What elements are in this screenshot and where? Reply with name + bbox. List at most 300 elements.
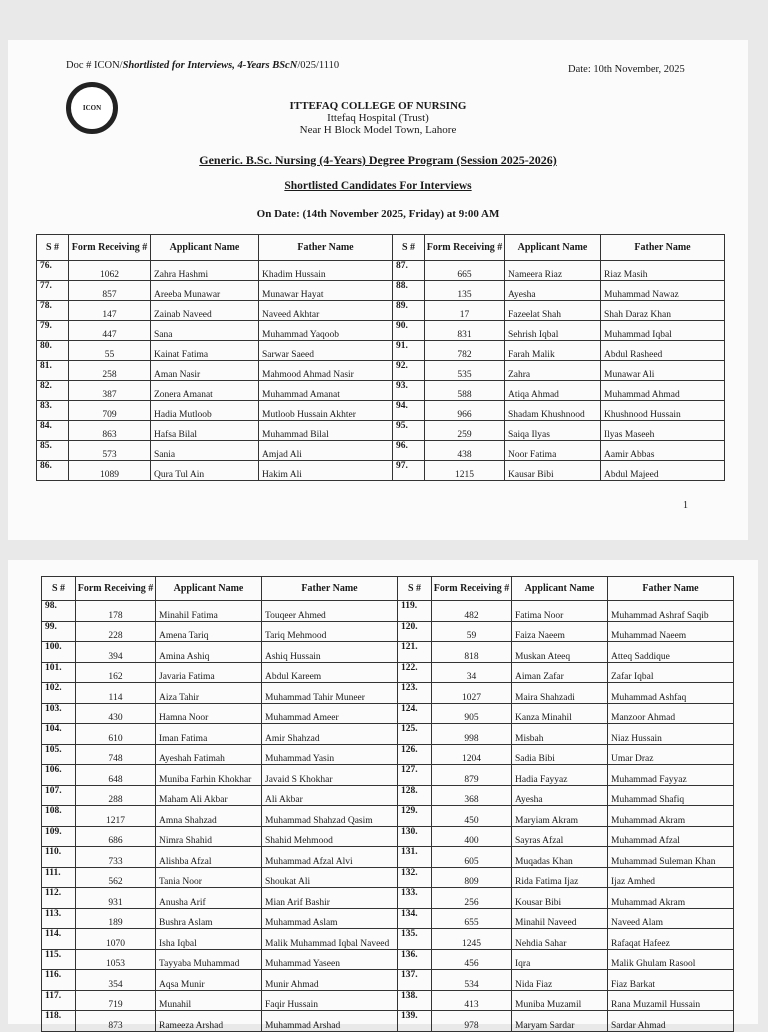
applicant-name: Isha Iqbal — [156, 929, 262, 950]
applicant-name: Zainab Naveed — [151, 301, 259, 321]
applicant-name: Aqsa Munir — [156, 970, 262, 991]
serial-number: 133. — [398, 888, 432, 909]
father-name: Riaz Masih — [601, 261, 725, 281]
serial-number: 116. — [42, 970, 76, 991]
father-name: Munir Ahmad — [262, 970, 398, 991]
applicant-name: Ayesha — [512, 785, 608, 806]
father-name: Zafar Iqbal — [608, 662, 734, 683]
form-number: 686 — [76, 826, 156, 847]
applicant-name: Muqadas Khan — [512, 847, 608, 868]
applicant-name: Maira Shahzadi — [512, 683, 608, 704]
document-date: Date: 10th November, 2025 — [568, 64, 685, 75]
form-number: 17 — [425, 301, 505, 321]
father-name: Mian Arif Bashir — [262, 888, 398, 909]
serial-number: 111. — [42, 867, 76, 888]
column-header: Form Receiving # — [76, 577, 156, 601]
serial-number: 127. — [398, 765, 432, 786]
form-number: 189 — [76, 908, 156, 929]
applicant-name: Faiza Naeem — [512, 621, 608, 642]
form-number: 809 — [432, 867, 512, 888]
applicant-name: Fatima Noor — [512, 601, 608, 622]
form-number: 288 — [76, 785, 156, 806]
serial-number: 100. — [42, 642, 76, 663]
form-number: 256 — [432, 888, 512, 909]
applicant-name: Maryiam Akram — [512, 806, 608, 827]
college-name: ITTEFAQ COLLEGE OF NURSING — [289, 100, 467, 112]
applicant-name: Javaria Fatima — [156, 662, 262, 683]
father-name: Niaz Hussain — [608, 724, 734, 745]
form-number: 178 — [76, 601, 156, 622]
form-number: 782 — [425, 341, 505, 361]
serial-number: 87. — [393, 261, 425, 281]
form-number: 879 — [432, 765, 512, 786]
father-name: Muhammad Yaqoob — [259, 321, 393, 341]
serial-number: 130. — [398, 826, 432, 847]
serial-number: 118. — [42, 1011, 76, 1032]
father-name: Aamir Abbas — [601, 441, 725, 461]
father-name: Muhammad Shahzad Qasim — [262, 806, 398, 827]
applicant-name: Ayesha — [505, 281, 601, 301]
column-header: Father Name — [601, 235, 725, 261]
form-number: 863 — [69, 421, 151, 441]
form-number: 438 — [425, 441, 505, 461]
form-number: 387 — [69, 381, 151, 401]
father-name: Khushnood Hussain — [601, 401, 725, 421]
table-row — [42, 703, 734, 724]
serial-number: 109. — [42, 826, 76, 847]
father-name: Muhammad Suleman Khan — [608, 847, 734, 868]
applicant-name: Amina Ashiq — [156, 642, 262, 663]
father-name: Atteq Saddique — [608, 642, 734, 663]
column-header: S # — [37, 235, 69, 261]
form-number: 588 — [425, 381, 505, 401]
column-header: Form Receiving # — [425, 235, 505, 261]
father-name: Muhammad Ameer — [262, 703, 398, 724]
father-name: Muhammad Afzal — [608, 826, 734, 847]
serial-number: 93. — [393, 381, 425, 401]
applicant-name: Maham Ali Akbar — [156, 785, 262, 806]
father-name: Muhammad Tahir Muneer — [262, 683, 398, 704]
applicant-name: Munahil — [156, 990, 262, 1011]
column-header: S # — [398, 577, 432, 601]
serial-number: 115. — [42, 949, 76, 970]
form-number: 610 — [76, 724, 156, 745]
applicant-name: Sayras Afzal — [512, 826, 608, 847]
father-name: Muhammad Afzal Alvi — [262, 847, 398, 868]
father-name: Tariq Mehmood — [262, 621, 398, 642]
serial-number: 138. — [398, 990, 432, 1011]
father-name: Muhammad Naeem — [608, 621, 734, 642]
table-row — [42, 744, 734, 765]
applicant-name: Zonera Amanat — [151, 381, 259, 401]
serial-number: 129. — [398, 806, 432, 827]
table-row — [42, 929, 734, 950]
form-number: 394 — [76, 642, 156, 663]
column-header: Applicant Name — [505, 235, 601, 261]
father-name: Muhammad Arshad — [262, 1011, 398, 1032]
father-name: Rafaqat Hafeez — [608, 929, 734, 950]
father-name: Muhammad Bilal — [259, 421, 393, 441]
form-number: 147 — [69, 301, 151, 321]
applicant-name: Muniba Muzamil — [512, 990, 608, 1011]
serial-number: 103. — [42, 703, 76, 724]
applicant-name: Sana — [151, 321, 259, 341]
serial-number: 135. — [398, 929, 432, 950]
father-name: Abdul Rasheed — [601, 341, 725, 361]
applicant-name: Nehdia Sahar — [512, 929, 608, 950]
form-number: 1245 — [432, 929, 512, 950]
father-name: Rana Muzamil Hussain — [608, 990, 734, 1011]
serial-number: 114. — [42, 929, 76, 950]
father-name: Umar Draz — [608, 744, 734, 765]
serial-number: 80. — [37, 341, 69, 361]
form-number: 1070 — [76, 929, 156, 950]
table-row — [42, 662, 734, 683]
serial-number: 86. — [37, 461, 69, 481]
applicant-name: Kousar Bibi — [512, 888, 608, 909]
form-number: 535 — [425, 361, 505, 381]
father-name: Muhammad Yaseen — [262, 949, 398, 970]
applicant-name: Hadia Mutloob — [151, 401, 259, 421]
serial-number: 101. — [42, 662, 76, 683]
serial-number: 128. — [398, 785, 432, 806]
form-number: 733 — [76, 847, 156, 868]
form-number: 447 — [69, 321, 151, 341]
table-row — [42, 765, 734, 786]
serial-number: 98. — [42, 601, 76, 622]
applicant-name: Hafsa Bilal — [151, 421, 259, 441]
column-header: Applicant Name — [151, 235, 259, 261]
father-name: Shah Daraz Khan — [601, 301, 725, 321]
table-row — [42, 642, 734, 663]
form-number: 1027 — [432, 683, 512, 704]
father-name: Malik Ghulam Rasool — [608, 949, 734, 970]
table-header-row — [42, 577, 734, 601]
form-number: 1217 — [76, 806, 156, 827]
applicant-name: Hadia Fayyaz — [512, 765, 608, 786]
column-header: Father Name — [262, 577, 398, 601]
applicant-name: Tania Noor — [156, 867, 262, 888]
table-row — [37, 441, 725, 461]
father-name: Javaid S Khokhar — [262, 765, 398, 786]
applicant-name: Hamna Noor — [156, 703, 262, 724]
serial-number: 89. — [393, 301, 425, 321]
applicant-name: Amna Shahzad — [156, 806, 262, 827]
form-number: 354 — [76, 970, 156, 991]
form-number: 59 — [432, 621, 512, 642]
applicant-name: Kausar Bibi — [505, 461, 601, 481]
program-title: Generic. B.Sc. Nursing (4-Years) Degree Program (Session 2025-2026) — [199, 153, 557, 167]
form-number: 482 — [432, 601, 512, 622]
column-header: Applicant Name — [156, 577, 262, 601]
serial-number: 94. — [393, 401, 425, 421]
serial-number: 132. — [398, 867, 432, 888]
column-header: Form Receiving # — [69, 235, 151, 261]
form-number: 931 — [76, 888, 156, 909]
father-name: Sardar Ahmad — [608, 1011, 734, 1032]
applicant-name: Zahra Hashmi — [151, 261, 259, 281]
serial-number: 90. — [393, 321, 425, 341]
page-number: 1 — [683, 500, 688, 511]
document-page-1 — [8, 40, 748, 540]
form-number: 709 — [69, 401, 151, 421]
form-number: 1062 — [69, 261, 151, 281]
serial-number: 76. — [37, 261, 69, 281]
table-row — [37, 341, 725, 361]
form-number: 258 — [69, 361, 151, 381]
father-name: Sarwar Saeed — [259, 341, 393, 361]
father-name: Muhammad Akram — [608, 888, 734, 909]
interview-date: On Date: (14th November 2025, Friday) at 9:00 AM — [256, 208, 500, 220]
serial-number: 78. — [37, 301, 69, 321]
father-name: Abdul Kareem — [262, 662, 398, 683]
applicant-name: Areeba Munawar — [151, 281, 259, 301]
form-number: 400 — [432, 826, 512, 847]
applicant-name: Aman Nasir — [151, 361, 259, 381]
serial-number: 107. — [42, 785, 76, 806]
table-row — [42, 785, 734, 806]
applicant-name: Bushra Aslam — [156, 908, 262, 929]
applicant-name: Alishba Afzal — [156, 847, 262, 868]
father-name: Ijaz Amhed — [608, 867, 734, 888]
father-name: Muhammad Amanat — [259, 381, 393, 401]
applicant-name: Sania — [151, 441, 259, 461]
father-name: Touqeer Ahmed — [262, 601, 398, 622]
serial-number: 112. — [42, 888, 76, 909]
form-number: 259 — [425, 421, 505, 441]
father-name: Naveed Akhtar — [259, 301, 393, 321]
applicant-name: Aiman Zafar — [512, 662, 608, 683]
form-number: 34 — [432, 662, 512, 683]
serial-number: 91. — [393, 341, 425, 361]
form-number: 719 — [76, 990, 156, 1011]
form-number: 135 — [425, 281, 505, 301]
applicant-name: Sadia Bibi — [512, 744, 608, 765]
college-logo: ICON — [66, 82, 118, 134]
table-row — [37, 301, 725, 321]
father-name: Munawar Hayat — [259, 281, 393, 301]
father-name: Muhammad Yasin — [262, 744, 398, 765]
serial-number: 110. — [42, 847, 76, 868]
father-name: Muhammad Shafiq — [608, 785, 734, 806]
father-name: Amir Shahzad — [262, 724, 398, 745]
serial-number: 122. — [398, 662, 432, 683]
form-number: 655 — [432, 908, 512, 929]
table-row — [42, 683, 734, 704]
form-number: 857 — [69, 281, 151, 301]
form-number: 998 — [432, 724, 512, 745]
table-row — [42, 806, 734, 827]
applicant-name: Qura Tul Ain — [151, 461, 259, 481]
table-row — [37, 361, 725, 381]
form-number: 413 — [432, 990, 512, 1011]
father-name: Abdul Majeed — [601, 461, 725, 481]
serial-number: 102. — [42, 683, 76, 704]
serial-number: 120. — [398, 621, 432, 642]
form-number: 978 — [432, 1011, 512, 1032]
applicant-name: Misbah — [512, 724, 608, 745]
father-name: Shoukat Ali — [262, 867, 398, 888]
form-number: 162 — [76, 662, 156, 683]
applicant-name: Farah Malik — [505, 341, 601, 361]
father-name: Manzoor Ahmad — [608, 703, 734, 724]
applicant-name: Minahil Fatima — [156, 601, 262, 622]
applicant-name: Iman Fatima — [156, 724, 262, 745]
serial-number: 117. — [42, 990, 76, 1011]
serial-number: 131. — [398, 847, 432, 868]
father-name: Muhammad Aslam — [262, 908, 398, 929]
father-name: Malik Muhammad Iqbal Naveed — [262, 929, 398, 950]
table-header-row — [37, 235, 725, 261]
serial-number: 83. — [37, 401, 69, 421]
table-row — [42, 990, 734, 1011]
father-name: Mutloob Hussain Akhter — [259, 401, 393, 421]
table-row — [42, 949, 734, 970]
form-number: 1089 — [69, 461, 151, 481]
serial-number: 82. — [37, 381, 69, 401]
table-row — [42, 847, 734, 868]
form-number: 228 — [76, 621, 156, 642]
candidates-table-2 — [41, 576, 734, 1032]
serial-number: 125. — [398, 724, 432, 745]
form-number: 873 — [76, 1011, 156, 1032]
table-row — [42, 724, 734, 745]
form-number: 534 — [432, 970, 512, 991]
table-row — [37, 461, 725, 481]
form-number: 450 — [432, 806, 512, 827]
serial-number: 123. — [398, 683, 432, 704]
father-name: Faqir Hussain — [262, 990, 398, 1011]
serial-number: 77. — [37, 281, 69, 301]
table-row — [42, 1011, 734, 1032]
applicant-name: Anusha Arif — [156, 888, 262, 909]
applicant-name: Noor Fatima — [505, 441, 601, 461]
form-number: 605 — [432, 847, 512, 868]
father-name: Khadim Hussain — [259, 261, 393, 281]
applicant-name: Fazeelat Shah — [505, 301, 601, 321]
column-header: S # — [393, 235, 425, 261]
college-address: Near H Block Model Town, Lahore — [299, 124, 457, 136]
applicant-name: Muniba Farhin Khokhar — [156, 765, 262, 786]
applicant-name: Atiqa Ahmad — [505, 381, 601, 401]
list-title: Shortlisted Candidates For Interviews — [284, 180, 472, 192]
form-number: 818 — [432, 642, 512, 663]
table-row — [42, 888, 734, 909]
father-name: Shahid Mehmood — [262, 826, 398, 847]
form-number: 831 — [425, 321, 505, 341]
father-name: Muhammad Nawaz — [601, 281, 725, 301]
column-header: Form Receiving # — [432, 577, 512, 601]
serial-number: 108. — [42, 806, 76, 827]
form-number: 748 — [76, 744, 156, 765]
column-header: S # — [42, 577, 76, 601]
form-number: 368 — [432, 785, 512, 806]
table-row — [42, 970, 734, 991]
candidates-table-1 — [36, 234, 725, 481]
serial-number: 88. — [393, 281, 425, 301]
father-name: Munawar Ali — [601, 361, 725, 381]
table-row — [37, 321, 725, 341]
serial-number: 106. — [42, 765, 76, 786]
form-number: 55 — [69, 341, 151, 361]
document-page-2 — [8, 560, 758, 1031]
table-row — [37, 421, 725, 441]
applicant-name: Maryam Sardar — [512, 1011, 608, 1032]
serial-number: 96. — [393, 441, 425, 461]
father-name: Muhammad Iqbal — [601, 321, 725, 341]
applicant-name: Shadam Khushnood — [505, 401, 601, 421]
serial-number: 119. — [398, 601, 432, 622]
serial-number: 104. — [42, 724, 76, 745]
applicant-name: Minahil Naveed — [512, 908, 608, 929]
applicant-name: Saiqa Ilyas — [505, 421, 601, 441]
applicant-name: Nimra Shahid — [156, 826, 262, 847]
applicant-name: Iqra — [512, 949, 608, 970]
college-header — [8, 100, 748, 136]
applicant-name: Nida Fiaz — [512, 970, 608, 991]
form-number: 430 — [76, 703, 156, 724]
applicant-name: Kainat Fatima — [151, 341, 259, 361]
form-number: 1215 — [425, 461, 505, 481]
father-name: Mahmood Ahmad Nasir — [259, 361, 393, 381]
table-row — [37, 261, 725, 281]
applicant-name: Sehrish Iqbal — [505, 321, 601, 341]
serial-number: 84. — [37, 421, 69, 441]
applicant-name: Tayyaba Muhammad — [156, 949, 262, 970]
doc-reference: Doc # ICON/Shortlisted for Interviews, 4-Years BScN/025/1110 — [66, 60, 340, 71]
serial-number: 97. — [393, 461, 425, 481]
table-row — [37, 381, 725, 401]
form-number: 966 — [425, 401, 505, 421]
column-header: Father Name — [608, 577, 734, 601]
form-number: 665 — [425, 261, 505, 281]
father-name: Hakim Ali — [259, 461, 393, 481]
table-row — [42, 621, 734, 642]
applicant-name: Nameera Riaz — [505, 261, 601, 281]
serial-number: 136. — [398, 949, 432, 970]
serial-number: 137. — [398, 970, 432, 991]
serial-number: 81. — [37, 361, 69, 381]
form-number: 1204 — [432, 744, 512, 765]
serial-number: 85. — [37, 441, 69, 461]
applicant-name: Rida Fatima Ijaz — [512, 867, 608, 888]
father-name: Muhammad Ashfaq — [608, 683, 734, 704]
table-row — [42, 826, 734, 847]
form-number: 562 — [76, 867, 156, 888]
form-number: 114 — [76, 683, 156, 704]
applicant-name: Zahra — [505, 361, 601, 381]
table-row — [37, 281, 725, 301]
form-number: 648 — [76, 765, 156, 786]
father-name: Muhammad Akram — [608, 806, 734, 827]
applicant-name: Ayeshah Fatimah — [156, 744, 262, 765]
form-number: 1053 — [76, 949, 156, 970]
applicant-name: Kanza Minahil — [512, 703, 608, 724]
serial-number: 126. — [398, 744, 432, 765]
table-row — [37, 401, 725, 421]
father-name: Ilyas Maseeh — [601, 421, 725, 441]
form-number: 905 — [432, 703, 512, 724]
column-header: Applicant Name — [512, 577, 608, 601]
applicant-name: Rameeza Arshad — [156, 1011, 262, 1032]
column-header: Father Name — [259, 235, 393, 261]
college-line2: Ittefaq Hospital (Trust) — [327, 112, 429, 124]
serial-number: 139. — [398, 1011, 432, 1032]
serial-number: 79. — [37, 321, 69, 341]
father-name: Fiaz Barkat — [608, 970, 734, 991]
serial-number: 113. — [42, 908, 76, 929]
father-name: Amjad Ali — [259, 441, 393, 461]
